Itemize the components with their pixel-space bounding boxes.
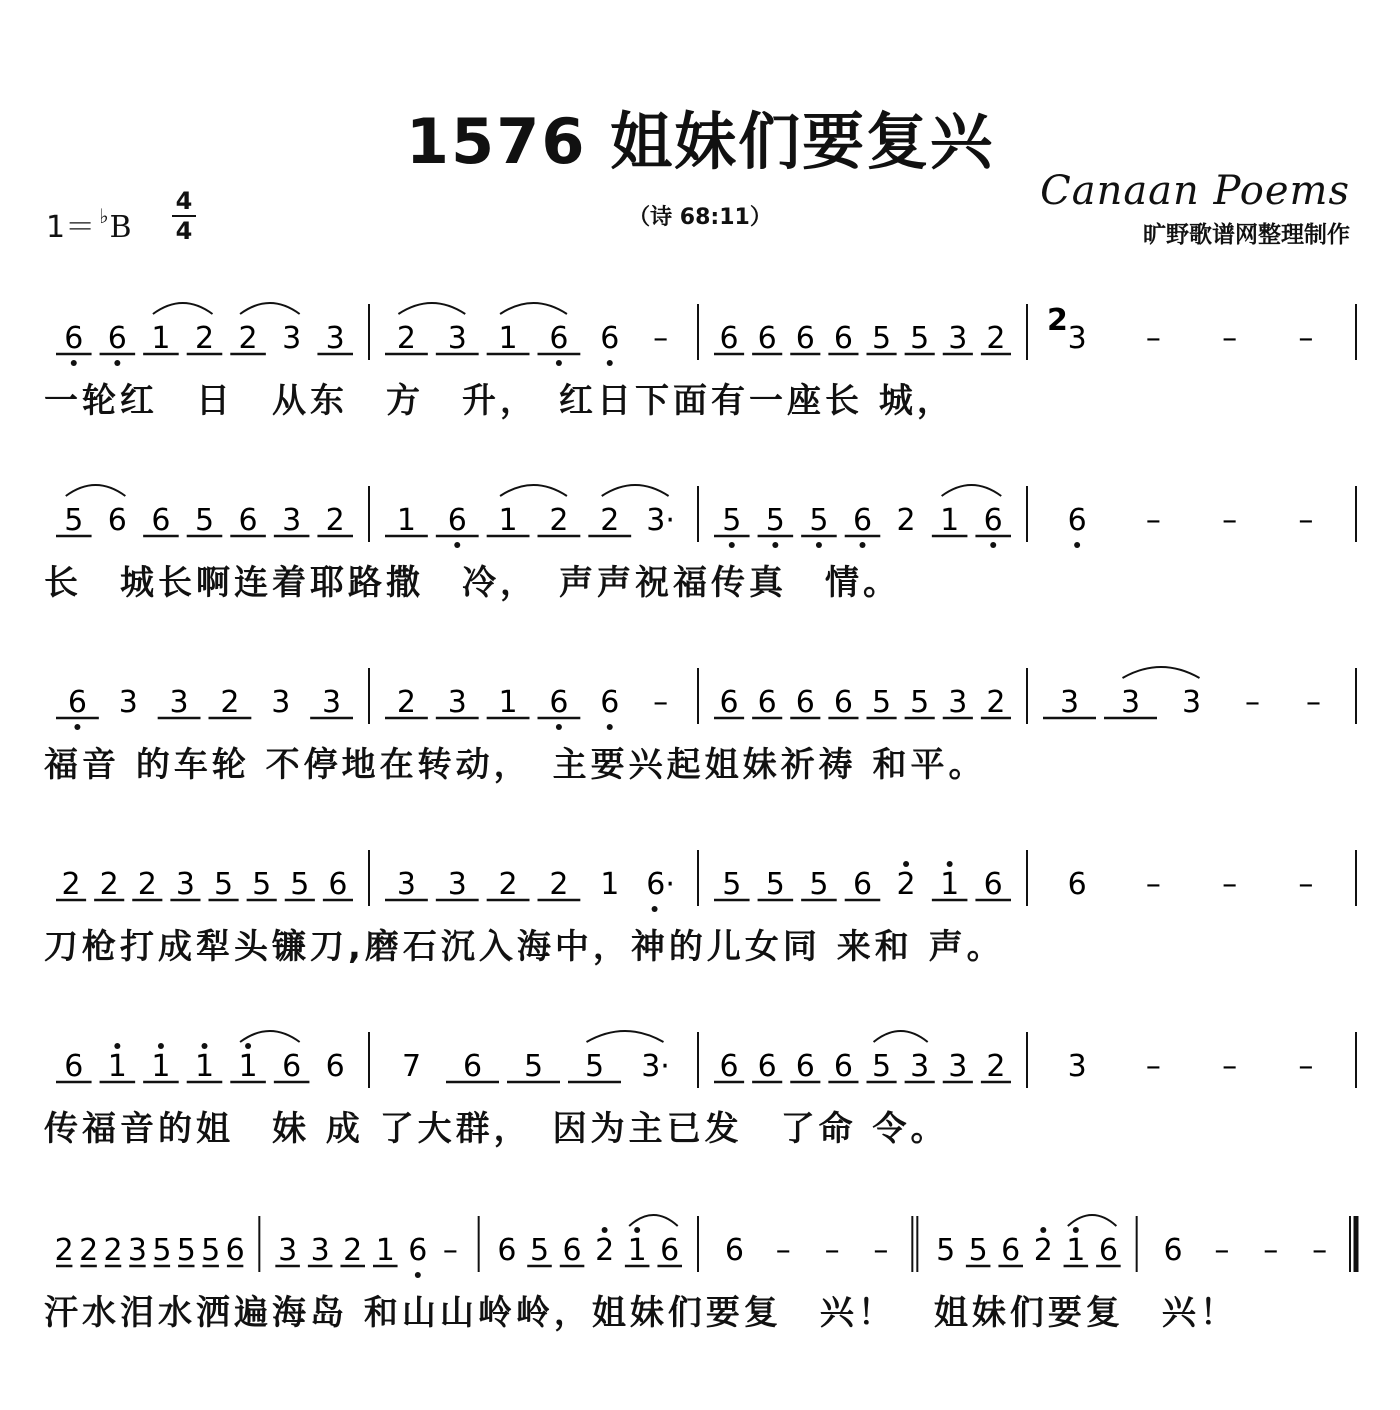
note: 2: [220, 685, 240, 720]
slur: [500, 303, 567, 314]
note: 6: [549, 321, 569, 356]
note: 6: [1098, 1233, 1118, 1268]
note: 1: [1066, 1233, 1086, 1268]
octave-dot-above: [1073, 1227, 1079, 1233]
note: 5: [201, 1233, 221, 1268]
note: 3: [396, 867, 416, 902]
note: 5: [809, 867, 829, 902]
note: 3: [169, 685, 189, 720]
note: 5: [290, 867, 310, 902]
time-sig-top: 4: [175, 187, 193, 215]
dash-rest: –: [1145, 867, 1161, 902]
note: 1: [151, 1049, 171, 1084]
note: 6: [64, 321, 84, 356]
note: 3: [1181, 685, 1202, 720]
note: 3: [1120, 685, 1141, 720]
dash-rest: –: [1145, 1049, 1161, 1084]
dash-rest: –: [824, 1233, 840, 1268]
note: 2: [986, 685, 1006, 720]
note: 1: [498, 321, 518, 356]
note: 1: [238, 1049, 258, 1084]
octave-dot-below: [1074, 542, 1080, 548]
note: 6: [282, 1049, 302, 1084]
notation-line: [44, 1210, 1360, 1280]
ending-number: 2: [1047, 303, 1068, 338]
key-letter: B: [109, 210, 132, 245]
note: 6: [983, 503, 1003, 538]
note: 1: [396, 503, 416, 538]
note: 6: [600, 685, 620, 720]
slur: [1068, 1215, 1117, 1226]
note: 2: [600, 503, 620, 538]
octave-dot-above: [634, 1227, 640, 1233]
octave-dot-above: [158, 1043, 164, 1049]
note: 6: [795, 321, 815, 356]
note: 6: [757, 685, 777, 720]
octave-dot-below: [816, 542, 822, 548]
slur: [874, 1031, 928, 1042]
octave-dot-below: [454, 542, 460, 548]
dash-rest: –: [1298, 1049, 1314, 1084]
dash-rest: –: [1214, 1233, 1230, 1268]
slur: [942, 485, 1002, 496]
dash-rest: –: [1312, 1233, 1328, 1268]
note: 5: [722, 503, 742, 538]
note: 3: [948, 321, 968, 356]
note: 2: [137, 867, 157, 902]
note: 6: [724, 1233, 744, 1268]
octave-dot-below: [990, 542, 996, 548]
note: 2: [549, 867, 569, 902]
note: 3: [1067, 1049, 1087, 1084]
note: 6: [151, 503, 171, 538]
brand-script: Canaan Poems: [1040, 168, 1350, 214]
notation-line: [44, 662, 1360, 732]
note: 5: [64, 503, 84, 538]
note: 5: [765, 867, 785, 902]
octave-dot-below: [415, 1272, 421, 1278]
lyric-line: 汗水泪水洒遍海岛 和山山岭岭，姐妹们要复 兴！ 姐妹们要复 兴！: [44, 1293, 1238, 1333]
slur: [602, 485, 669, 496]
note: 3: [1067, 321, 1087, 356]
note: 6: [1163, 1233, 1183, 1268]
dash-rest: –: [1298, 867, 1314, 902]
dash-rest: –: [1222, 867, 1238, 902]
note: 3: [278, 1233, 298, 1268]
lyric-line: 长 城长啊连着耶路撒 冷， 声声祝福传真 情。: [44, 563, 901, 603]
octave-dot-below: [74, 724, 80, 730]
note: 3: [175, 867, 195, 902]
octave-dot-above: [114, 1043, 120, 1049]
note: 6: [67, 685, 87, 720]
note: 2: [549, 503, 569, 538]
octave-dot-above: [602, 1227, 608, 1233]
note: 6: [795, 685, 815, 720]
dash-rest: –: [1222, 1049, 1238, 1084]
key-prefix: 1＝: [46, 210, 96, 245]
dash-rest: –: [1222, 503, 1238, 538]
note: 5: [968, 1233, 988, 1268]
slur: [500, 485, 567, 496]
note: 3: [447, 321, 467, 356]
note: 2: [986, 321, 1006, 356]
slur: [587, 1031, 664, 1042]
octave-dot-below: [652, 906, 658, 912]
octave-dot-above: [1040, 1227, 1046, 1233]
note: 3: [1059, 685, 1080, 720]
note: 5: [872, 1049, 892, 1084]
note: 6: [408, 1233, 428, 1268]
dash-rest: –: [653, 321, 669, 356]
note: 6: [328, 867, 348, 902]
page-title: 1576 姐妹们要复兴: [405, 105, 995, 178]
dash-rest: –: [1145, 321, 1161, 356]
note: 5: [872, 685, 892, 720]
lyric-line: 福音 的车轮 不停地在转动， 主要兴起姐妹祈祷 和平。: [44, 745, 987, 785]
note: 6: [447, 503, 467, 538]
note: 3·: [641, 1049, 670, 1084]
octave-dot-above: [202, 1043, 208, 1049]
slur: [1123, 667, 1200, 678]
time-sig-bottom: 4: [175, 217, 193, 245]
slur: [240, 303, 300, 314]
note: 5: [152, 1233, 172, 1268]
octave-dot-above: [903, 861, 909, 867]
note: 5: [910, 321, 930, 356]
octave-dot-below: [71, 360, 77, 366]
note: 6: [107, 321, 127, 356]
dash-rest: –: [1222, 321, 1238, 356]
note: 6: [757, 1049, 777, 1084]
note: 2: [986, 1049, 1006, 1084]
note: 6: [1001, 1233, 1021, 1268]
note: 3: [310, 1233, 330, 1268]
note: 2: [498, 867, 518, 902]
notation-line: [44, 480, 1360, 550]
note: 6: [719, 1049, 739, 1084]
note: 5: [765, 503, 785, 538]
dash-rest: –: [653, 685, 669, 720]
octave-dot-below: [607, 724, 613, 730]
note: 6: [660, 1233, 680, 1268]
note: 3: [282, 321, 302, 356]
note: 3: [322, 685, 342, 720]
note: 6: [549, 685, 569, 720]
slur: [66, 485, 126, 496]
note: 6: [462, 1049, 483, 1084]
note: 2: [99, 867, 119, 902]
note: 1: [107, 1049, 127, 1084]
dash-rest: –: [775, 1233, 791, 1268]
note: 2: [325, 503, 345, 538]
note: 6: [325, 1049, 345, 1084]
note: 5: [722, 867, 742, 902]
note: 2: [896, 503, 916, 538]
note: 3: [325, 321, 345, 356]
note: 3·: [646, 503, 675, 538]
note: 5: [584, 1049, 605, 1084]
note: 2: [79, 1233, 99, 1268]
note: 6: [107, 503, 127, 538]
dash-rest: –: [1145, 503, 1161, 538]
note: 5: [176, 1233, 196, 1268]
note: 6: [852, 503, 873, 538]
note: 2: [343, 1233, 363, 1268]
octave-dot-below: [556, 360, 562, 366]
note: 2: [396, 685, 416, 720]
note: 5: [936, 1233, 956, 1268]
note: 6: [833, 685, 853, 720]
note: 6: [562, 1233, 582, 1268]
note: 6·: [646, 867, 675, 902]
dash-rest: –: [1298, 503, 1314, 538]
octave-dot-below: [114, 360, 120, 366]
lyric-line: 传福音的姐 妹 成 了大群， 因为主已发 了命 令。: [44, 1109, 949, 1149]
dash-rest: –: [873, 1233, 889, 1268]
note: 1: [940, 503, 960, 538]
note: 3: [948, 1049, 968, 1084]
dash-rest: –: [1298, 321, 1314, 356]
note: 5: [872, 321, 892, 356]
slur: [629, 1215, 678, 1226]
note: 1: [194, 1049, 215, 1084]
note: 5: [523, 1049, 544, 1084]
note: 6: [497, 1233, 517, 1268]
note: 6: [719, 685, 739, 720]
note: 6: [833, 1049, 853, 1084]
note: 3: [282, 503, 302, 538]
note: 2: [896, 867, 916, 902]
lyric-line: 一轮红 日 从东 方 升， 红日下面有一座长 城，: [44, 381, 955, 421]
note: 6: [64, 1049, 84, 1084]
note: 1: [375, 1233, 395, 1268]
note: 1: [498, 503, 518, 538]
octave-dot-below: [729, 542, 735, 548]
octave-dot-below: [607, 360, 613, 366]
dash-rest: –: [1263, 1233, 1279, 1268]
octave-dot-below: [556, 724, 562, 730]
note: 5: [214, 867, 234, 902]
slur: [153, 303, 213, 314]
note: 3: [447, 685, 467, 720]
note: 6: [795, 1049, 815, 1084]
note: 2: [1033, 1233, 1053, 1268]
note: 1: [600, 867, 620, 902]
octave-dot-below: [860, 542, 866, 548]
note: 2: [238, 321, 258, 356]
note: 2: [194, 321, 215, 356]
note: 1: [627, 1233, 647, 1268]
note: 3: [447, 867, 467, 902]
note: 1: [498, 685, 518, 720]
note: 1: [940, 867, 960, 902]
note: 6: [1067, 503, 1087, 538]
note: 3: [948, 685, 968, 720]
note: 3: [910, 1049, 930, 1084]
note: 1: [151, 321, 171, 356]
note: 3: [271, 685, 291, 720]
note: 2: [595, 1233, 615, 1268]
note: 6: [1067, 867, 1087, 902]
slur: [398, 303, 465, 314]
note: 2: [54, 1233, 74, 1268]
notation-line: [44, 298, 1360, 368]
note: 6: [757, 321, 777, 356]
octave-dot-below: [772, 542, 778, 548]
lyric-line: 刀枪打成犁头镰刀,磨石沉入海中，神的儿女同 来和 声。: [44, 927, 1005, 967]
note: 6: [852, 867, 873, 902]
notation-line: [44, 1026, 1360, 1096]
note: 2: [61, 867, 81, 902]
note: 6: [600, 321, 620, 356]
note: 2: [396, 321, 416, 356]
dash-rest: –: [1306, 685, 1321, 720]
notation-line: [44, 844, 1360, 914]
flat-icon: ♭: [99, 204, 109, 228]
note: 6: [238, 503, 258, 538]
note: 5: [910, 685, 930, 720]
note: 6: [225, 1233, 245, 1268]
note: 6: [719, 321, 739, 356]
note: 2: [103, 1233, 123, 1268]
note: 7: [401, 1049, 422, 1084]
note: 5: [194, 503, 215, 538]
slur: [240, 1031, 300, 1042]
brand-label: 旷野歌谱网整理制作: [1143, 222, 1350, 248]
octave-dot-above: [947, 861, 953, 867]
dash-rest: –: [442, 1233, 458, 1268]
note: 6: [833, 321, 853, 356]
note: 6: [983, 867, 1003, 902]
note: 5: [529, 1233, 550, 1268]
note: 5: [809, 503, 829, 538]
dash-rest: –: [1245, 685, 1260, 720]
note: 3: [118, 685, 138, 720]
note: 3: [127, 1233, 148, 1268]
scripture-reference: （诗 68:11）: [628, 205, 772, 230]
octave-dot-above: [245, 1043, 251, 1049]
note: 5: [252, 867, 272, 902]
